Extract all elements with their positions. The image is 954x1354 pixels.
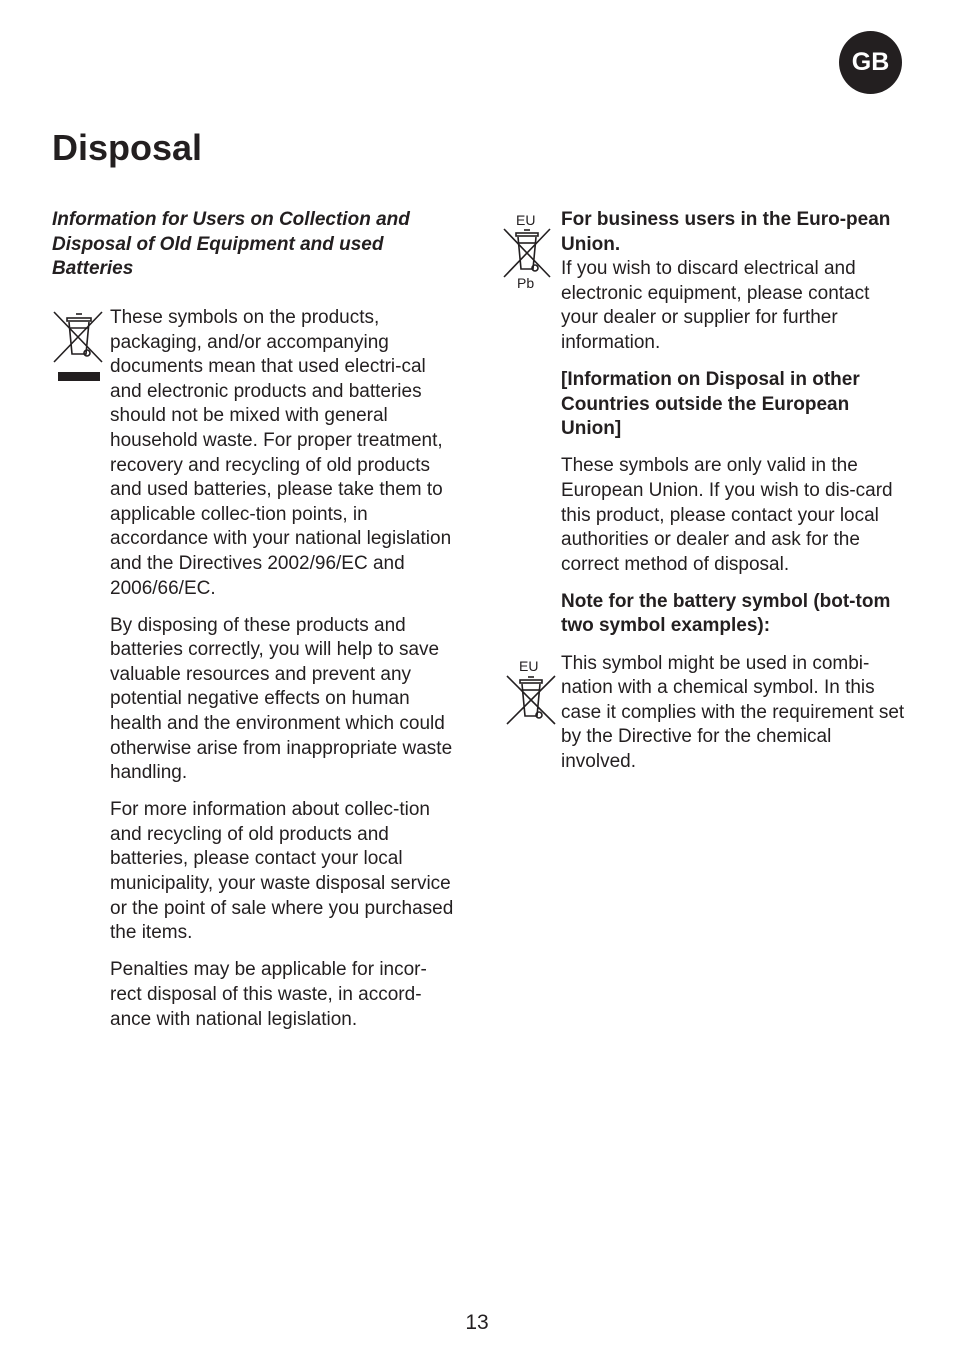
language-badge: GB bbox=[839, 31, 902, 94]
right-body bbox=[561, 208, 906, 787]
pb-label: Pb bbox=[517, 275, 535, 291]
crossed-bin-pb-icon bbox=[502, 211, 552, 291]
battery-note-text: This symbol might be used in combi-nation with a chemical symbol. In this case it complies with the requirement set by the Directive for the chemical involved. bbox=[561, 652, 905, 772]
eu-label: EU bbox=[519, 658, 539, 674]
business-text: If you wish to discard electrical and electronic equipment, please contact your dealer or supplier for further information. bbox=[561, 258, 870, 353]
business-heading: For business users in the Euro-pean Union. bbox=[561, 209, 891, 255]
eu-label: EU bbox=[516, 212, 536, 228]
paragraph: Penalties may be applicable for incor-rect disposal of this waste, in accord-ance with national legislation. bbox=[110, 959, 427, 1030]
battery-note-heading: Note for the battery symbol (bot-tom two symbol examples): bbox=[561, 590, 891, 637]
paragraph: These symbols on the products, packaging, and/or accompanying documents mean that used electri-cal and electronic products and batteries should not be mixed with general household waste. For proper treatment, recovery and recycling of old products and used batteries, please take them to applicable collec-tion points, in accordance with your national legislation and the Directives 2002/96/EC and 2006/66/EC. bbox=[110, 307, 452, 599]
left-body bbox=[110, 306, 455, 1045]
crossed-bin-bar-icon bbox=[52, 308, 104, 384]
crossed-bin-icon bbox=[505, 656, 557, 728]
page-number: 13 bbox=[465, 1311, 489, 1334]
section-heading-left: Information for Users on Collection and Disposal of Old Equipment and used Batteries bbox=[52, 209, 410, 280]
other-countries-text: These symbols are only valid in the European Union. If you wish to dis-card this product, please contact your local authorities or dealer and ask for the correct method of disposal. bbox=[561, 455, 893, 575]
paragraph: By disposing of these products and batteries correctly, you will help to save valuable resources and prevent any potential negative effects on human health and the environment which could otherwise arise from inappropriate waste handling. bbox=[110, 614, 453, 784]
page-title: Disposal bbox=[52, 127, 203, 168]
paragraph: For more information about collec-tion and recycling of old products and batteries, please contact your local municipality, your waste disposal service or the point of sale where you purchased the items. bbox=[110, 799, 454, 944]
other-countries-heading: [Information on Disposal in other Countries outside the European Union] bbox=[561, 369, 860, 440]
